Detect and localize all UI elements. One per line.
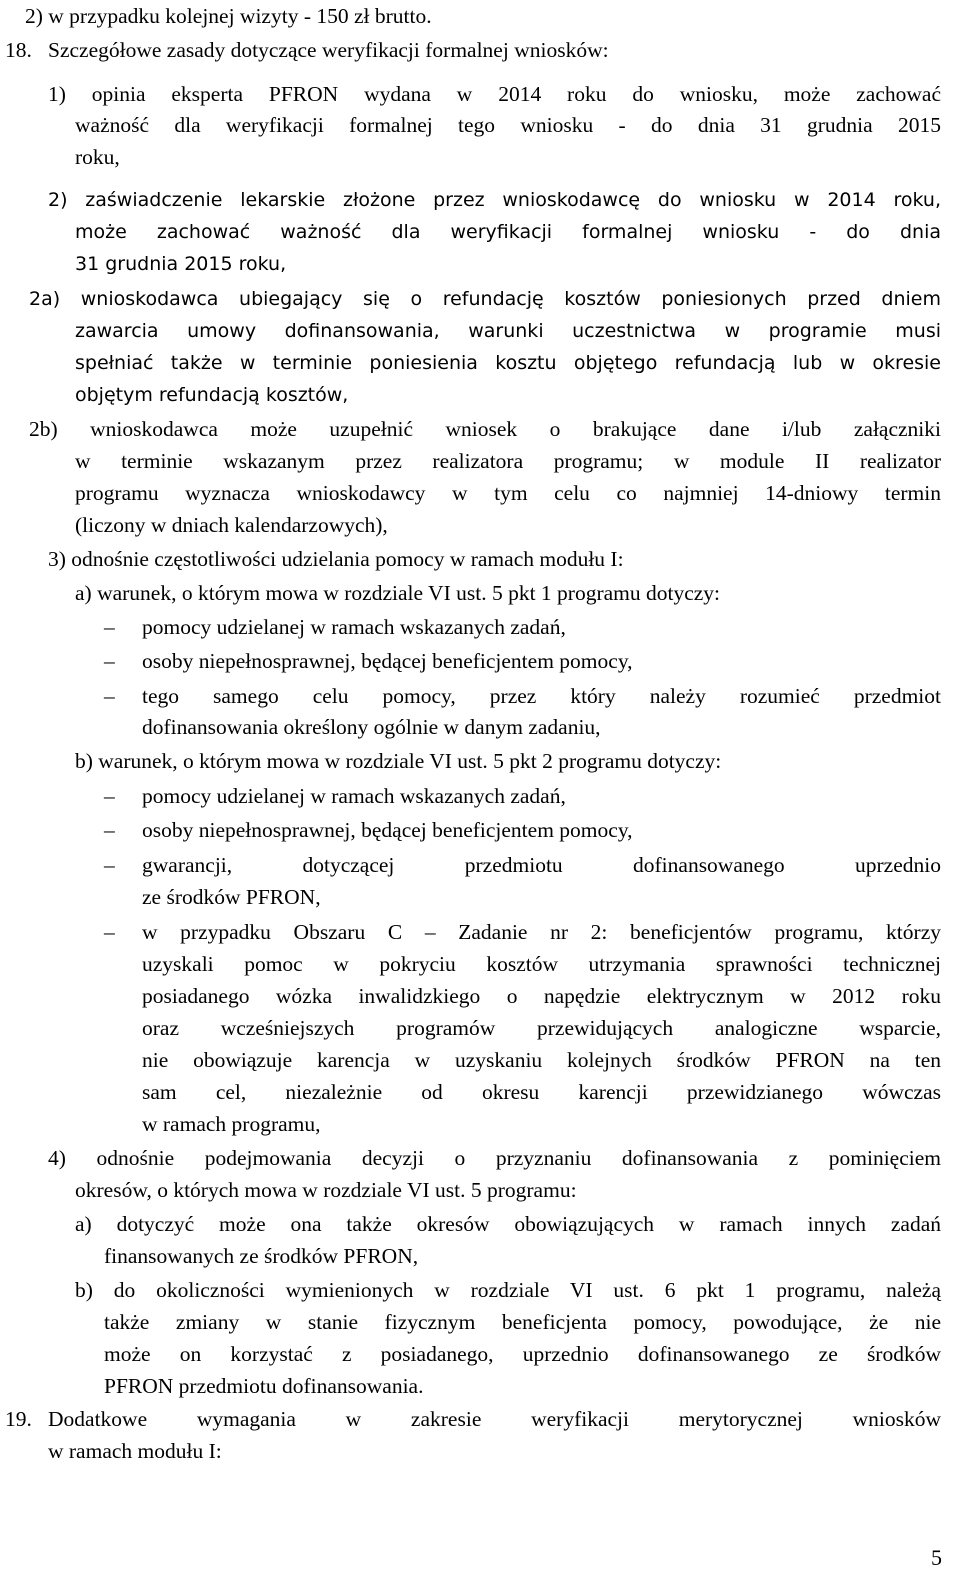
item-4a-line-2: finansowanych ze środków PFRON, — [104, 1244, 419, 1268]
dash-3b-1: – — [104, 784, 115, 808]
list-3b-4-line-3: posiadanego wózka inwalidzkiego o napędzie elektrycznym w 2012 roku — [142, 984, 941, 1008]
section-19-line-2: w ramach modułu I: — [48, 1439, 222, 1463]
item-3b-line: b) warunek, o którym mowa w rozdziale VI ust. 5 pkt 2 programu dotyczy: — [75, 749, 722, 773]
list-3b-3-line-2: ze środków PFRON, — [142, 885, 321, 909]
dash-3b-4: – — [104, 920, 115, 944]
item-4-line-1: 4) odnośnie podejmowania decyzji o przyznaniu dofinansowania z pominięciem — [48, 1146, 941, 1170]
item-2b-line-4: (liczony w dniach kalendarzowych), — [75, 513, 388, 537]
item-4b-line-4: PFRON przedmiotu dofinansowania. — [104, 1374, 424, 1398]
list-3b-4-line-6: sam cel, niezależnie od okresu karencji przewidzianego wówczas — [142, 1080, 941, 1104]
item-3a-line: a) warunek, o którym mowa w rozdziale VI ust. 5 pkt 1 programu dotyczy: — [75, 581, 721, 605]
item-1-line-3: roku, — [75, 145, 120, 169]
item-4b-line-3: może on korzystać z posiadanego, uprzednio dofinansowanego ze środków — [104, 1342, 941, 1366]
list-3b-3-line-1: gwarancji, dotyczącej przedmiotu dofinansowanego uprzednio — [142, 853, 941, 877]
dash-3a-1: – — [104, 615, 115, 639]
item-2b-line-2: w terminie wskazanym przez realizatora programu; w module II realizator — [75, 449, 941, 473]
list-3a-2-line-1: osoby niepełnosprawnej, będącej beneficjentem pomocy, — [142, 649, 633, 673]
item-2a-line-2: zawarcia umowy dofinansowania, warunki uczestnictwa w programie musi — [75, 320, 941, 342]
section-18-heading: Szczegółowe zasady dotyczące weryfikacji formalnej wniosków: — [48, 38, 609, 62]
item-2-line-2: może zachować ważność dla weryfikacji formalnej wniosku - do dnia — [75, 221, 941, 243]
item-2a-line-1: 2a) wnioskodawca ubiegający się o refundację kosztów poniesionych przed dniem — [29, 288, 941, 310]
list-3b-4-line-1: w przypadku Obszaru C – Zadanie nr 2: beneficjentów programu, którzy — [142, 920, 941, 944]
list-3b-1-line-1: pomocy udzielanej w ramach wskazanych zadań, — [142, 784, 566, 808]
page-number: 5 — [931, 1545, 942, 1570]
item-4b-line-1: b) do okoliczności wymienionych w rozdziale VI ust. 6 pkt 1 programu, należą — [75, 1278, 941, 1302]
item-2a-line-4: objętym refundacją kosztów, — [75, 384, 349, 406]
item-3-line: 3) odnośnie częstotliwości udzielania pomocy w ramach modułu I: — [48, 547, 624, 571]
item-1-line-1: 1) opinia eksperta PFRON wydana w 2014 roku do wniosku, może zachować — [48, 82, 941, 106]
item-2-line-3: 31 grudnia 2015 roku, — [75, 253, 287, 275]
dash-3b-2: – — [104, 818, 115, 842]
item-4a-line-1: a) dotyczyć może ona także okresów obowiązujących w ramach innych zadań — [75, 1212, 941, 1236]
item-4-line-2: okresów, o których mowa w rozdziale VI ust. 5 programu: — [75, 1178, 577, 1202]
section-18-number: 18. — [5, 38, 32, 62]
dash-3a-2: – — [104, 649, 115, 673]
list-3a-3-line-1: tego samego celu pomocy, przez który należy rozumieć przedmiot — [142, 684, 941, 708]
item-2-line-1: 2) zaświadczenie lekarskie złożone przez wnioskodawcę do wniosku w 2014 roku, — [48, 189, 941, 211]
item-2b-line-3: programu wyznacza wnioskodawcy w tym celu co najmniej 14-dniowy termin — [75, 481, 941, 505]
item-2b-line-1: 2b) wnioskodawca może uzupełnić wniosek o brakujące dane i/lub załączniki — [29, 417, 941, 441]
top-line: 2) w przypadku kolejnej wizyty - 150 zł brutto. — [25, 4, 432, 28]
list-3a-3-line-2: dofinansowania określony ogólnie w danym zadaniu, — [142, 715, 601, 739]
list-3a-1-line-1: pomocy udzielanej w ramach wskazanych zadań, — [142, 615, 566, 639]
section-19-number: 19. — [5, 1407, 32, 1431]
item-4b-line-2: także zmiany w stanie fizycznym beneficjenta pomocy, powodujące, że nie — [104, 1310, 941, 1334]
list-3b-2-line-1: osoby niepełnosprawnej, będącej beneficjentem pomocy, — [142, 818, 633, 842]
section-19-line-1: Dodatkowe wymagania w zakresie weryfikacji merytorycznej wniosków — [48, 1407, 941, 1431]
item-2a-line-3: spełniać także w terminie poniesienia kosztu objętego refundacją lub w okresie — [75, 352, 941, 374]
dash-3a-3: – — [104, 684, 115, 708]
dash-3b-3: – — [104, 853, 115, 877]
list-3b-4-line-7: w ramach programu, — [142, 1112, 321, 1136]
item-1-line-2: ważność dla weryfikacji formalnej tego wniosku - do dnia 31 grudnia 2015 — [75, 113, 941, 137]
list-3b-4-line-5: nie obowiązuje karencja w uzyskaniu kolejnych środków PFRON na ten — [142, 1048, 941, 1072]
list-3b-4-line-4: oraz wcześniejszych programów przewidujących analogiczne wsparcie, — [142, 1016, 941, 1040]
list-3b-4-line-2: uzyskali pomoc w pokryciu kosztów utrzymania sprawności technicznej — [142, 952, 941, 976]
